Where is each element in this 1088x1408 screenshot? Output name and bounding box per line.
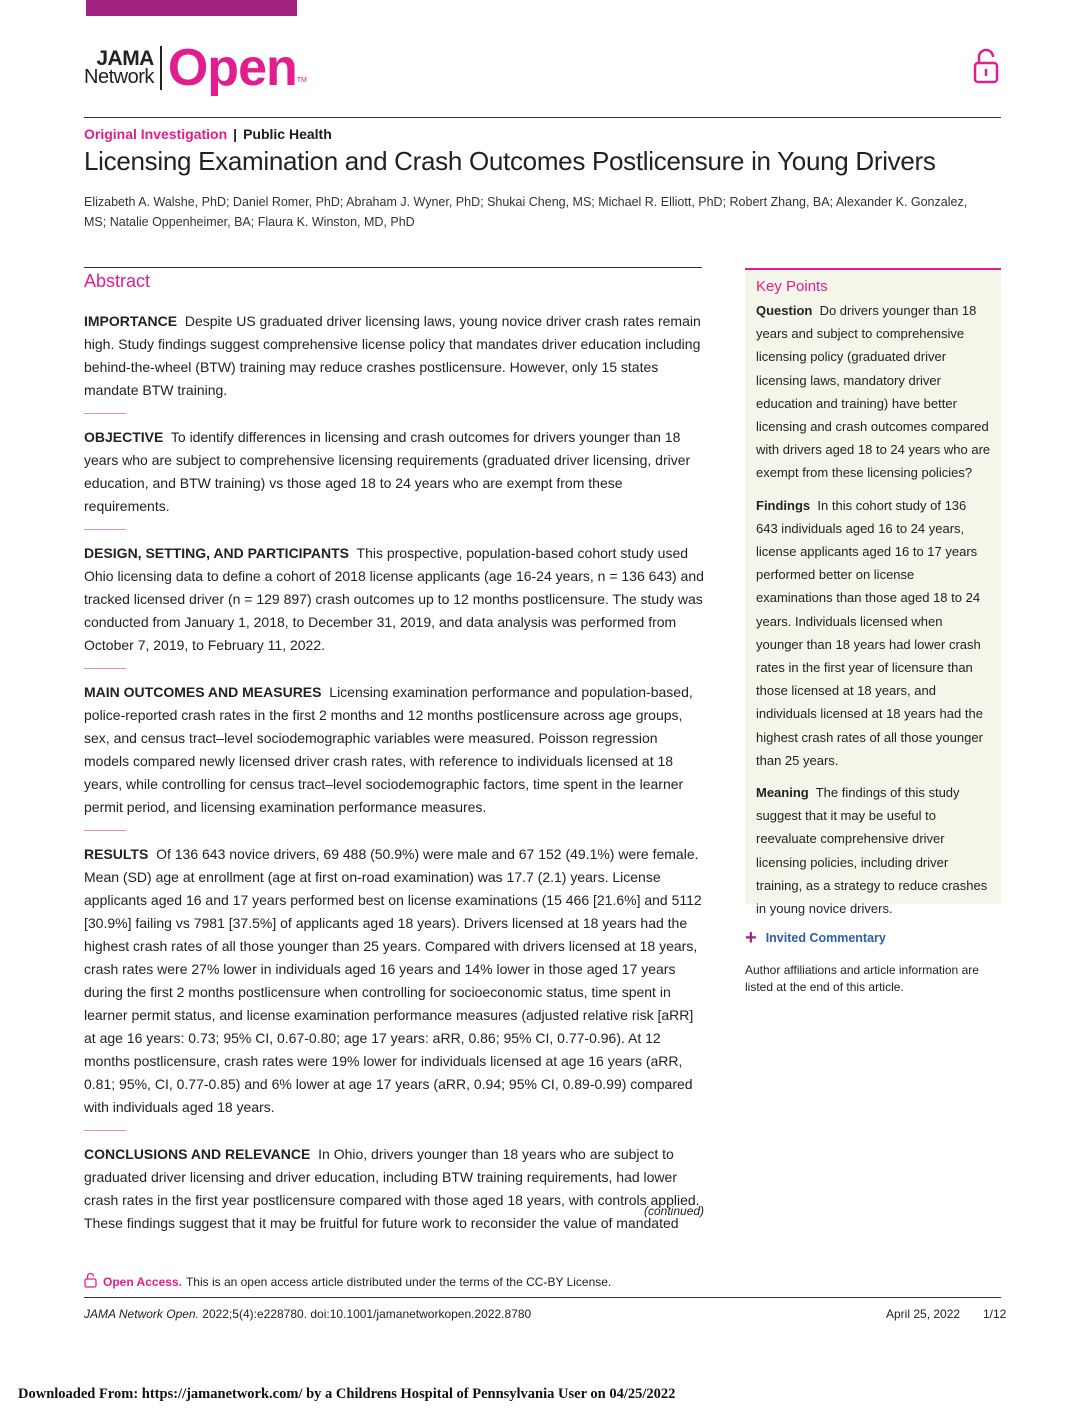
citation-text: 2022;5(4):e228780. doi:10.1001/jamanetworkopen.2022.8780 [202, 1307, 532, 1321]
open-access-label[interactable]: Open Access. [103, 1274, 182, 1289]
publication-date: April 25, 2022 [886, 1307, 961, 1321]
section-label: CONCLUSIONS AND RELEVANCE [84, 1146, 311, 1162]
abstract-section-conclusions [84, 1143, 704, 1235]
logo-divider [160, 46, 162, 90]
open-access-notice [84, 1272, 611, 1291]
section-text: This prospective, population-based cohort study used Ohio licensing data to define a cohort of 2018 license applicants (age 16-24 years, n = 136 643) and tracked licensed driver (n = 129 897) crash outcomes up to 12 months postlicensure. The study was conducted from January 1, 2018, to December 31, 2019, and data analysis was performed from October 7, 2019, to February 11, 2022. [84, 545, 704, 653]
section-text: Licensing examination performance and population-based, police-reported crash rates in the first 2 months and 12 months postlicensure across age groups, sex, and census tract–level sociodemographic variables were measured. Poisson regression models compared newly licensed driver crash rates, with reference to individuals licensed at 18 years, while controlling for census tract–level sociodemographic factors, time spent in the learner permit period, and licensing examination performance measures. [84, 684, 693, 815]
section-label: RESULTS [84, 846, 149, 862]
abstract-heading: Abstract [84, 271, 151, 291]
key-point-findings [756, 494, 991, 772]
abstract-section-objective [84, 426, 704, 518]
header-rule [84, 117, 1001, 118]
page-number: 1/12 [983, 1307, 1007, 1321]
journal-name: JAMA Network Open. [84, 1307, 199, 1321]
plus-icon: + [745, 927, 757, 949]
abstract-section-results [84, 843, 704, 1119]
key-point-text: In this cohort study of 136 643 individuals aged 16 to 24 years, license applicants aged 16 to 17 years performed better on license examinations than those aged 18 to 24 years. Individuals licensed when younger than 18 years had lower crash rates in the first year of licensure than those licensed at 18 years, and individuals licensed at 18 years had the highest crash rates of all those younger than 25 years. [756, 497, 983, 768]
invited-commentary-label: Invited Commentary [765, 931, 886, 945]
logo-trademark: TM [296, 77, 307, 84]
abstract-rule [84, 267, 702, 268]
abstract-section-design [84, 542, 704, 657]
top-accent-bar [86, 0, 297, 16]
download-watermark: Downloaded From: https://jamanetwork.com/ by a Childrens Hospital of Pennsylvania User on 04/25/2022 [18, 1386, 676, 1402]
section-divider [84, 529, 126, 530]
section-divider [84, 830, 126, 831]
category-separator: | [233, 126, 238, 142]
footer-rule [84, 1297, 1001, 1298]
logo-line1: JAMA [96, 47, 154, 70]
affiliations-note: Author affiliations and article information are listed at the end of this article. [745, 963, 979, 994]
abstract-section-outcomes [84, 681, 704, 819]
author-list: Elizabeth A. Walshe, PhD; Daniel Romer, PhD; Abraham J. Wyner, PhD; Shukai Cheng, MS; Michael R. Elliott, PhD; Robert Zhang, BA; Alexander K. Gonzalez, MS; Natalie Oppenheimer, BA; Flaura K. Winston, MD, PhD [84, 195, 968, 229]
key-point-meaning [756, 781, 991, 920]
open-access-text: This is an open access article distributed under the terms of the CC-BY License. [185, 1274, 612, 1289]
category-secondary[interactable]: Public Health [243, 126, 332, 142]
section-text: Of 136 643 novice drivers, 69 488 (50.9%) were male and 67 152 (49.1%) were female. Mean (SD) age at enrollment (age at first on-road examination) was 17.7 (2.1) years. License applicants aged 16 and 17 years performed best on license examinations (15 466 [21.6%] and 5112 [30.9%] failing vs 7981 [37.5%] of applicants aged 18 years). Drivers licensed at 18 years had the highest crash rates of all those younger than 25 years. Compared with drivers licensed at 18 years, crash rates were 27% lower in individuals aged 16 years and 14% lower in those aged 17 years during the first 2 months postlicensure when controlling for socioeconomic status, time spent in learner permit status, and license examination performance measures (adjusted relative risk [aRR] at age 16 years: 0.73; 95% CI, 0.67-0.80; age 17 years: aRR, 0.86; 95% CI, 0.77-0.96). At 12 months postlicensure, crash rates were 19% lower for individuals licensed at age 16 years (aRR, 0.81; 95%, CI, 0.77-0.85) and 6% lower at age 17 years (aRR, 0.94; 95% CI, 0.89-0.99) compared with individuals aged 18 years. [84, 846, 702, 1115]
category-primary[interactable]: Original Investigation [84, 126, 228, 142]
jama-network-open-logo[interactable] [84, 39, 307, 97]
key-point-text: Do drivers younger than 18 years and subject to comprehensive licensing policy (graduated driver licensing laws, mandatory driver education and training) have better licensing and crash outcomes compared with drivers aged 18 to 24 years who are exempt from these licensing policies? [756, 303, 991, 481]
invited-commentary-link[interactable] [745, 927, 886, 949]
section-text: To identify differences in licensing and crash outcomes for drivers younger than 18 years who are subject to comprehensive licensing requirements (graduated driver licensing, driver education, and BTW training) vs those aged 18 to 24 years who are exempt from these requirements. [84, 429, 691, 514]
continued-note: (continued) [644, 1204, 705, 1218]
section-label: DESIGN, SETTING, AND PARTICIPANTS [84, 545, 349, 561]
article-category [84, 126, 332, 142]
section-label: OBJECTIVE [84, 429, 164, 445]
section-text: Despite US graduated driver licensing laws, young novice driver crash rates remain high. Study findings suggest comprehensive license policy that mandates driver education including behind-the-wheel (BTW) training may reduce crashes postlicensure. However, only 15 states mandate BTW training. [84, 313, 701, 398]
key-points-box [745, 268, 1001, 917]
lock-open-icon [84, 1272, 97, 1291]
lock-open-icon [972, 48, 1000, 84]
abstract-body [84, 310, 704, 1235]
key-point-label: Meaning [756, 785, 809, 801]
section-label: MAIN OUTCOMES AND MEASURES [84, 684, 322, 700]
key-point-text: The findings of this study suggest that it may be useful to reevaluate comprehensive driver licensing policies, including driver training, as a strategy to reduce crashes in young novice drivers. [756, 785, 988, 917]
section-text: In Ohio, drivers younger than 18 years who are subject to graduated driver licensing and driver education, including BTW training requirements, had lower crash rates in the first year postlicensure compared with those aged 18 years, with controls applied. These findings suggest that it may be fruitful for future work to reconsider the value of mandated [84, 1146, 700, 1231]
logo-open: Open [167, 39, 297, 97]
key-points-heading: Key Points [756, 278, 828, 295]
logo-wordmark [84, 47, 154, 88]
section-divider [84, 413, 126, 414]
key-point-question [756, 299, 991, 485]
section-divider [84, 1130, 126, 1131]
logo-line2: Network [84, 66, 154, 88]
section-divider [84, 668, 126, 669]
abstract-section-importance [84, 310, 704, 402]
citation-line [84, 1307, 531, 1321]
key-point-label: Findings [756, 497, 811, 513]
key-point-label: Question [756, 303, 813, 318]
section-label: IMPORTANCE [84, 313, 178, 329]
article-title: Licensing Examination and Crash Outcomes Postlicensure in Young Drivers [84, 146, 936, 176]
